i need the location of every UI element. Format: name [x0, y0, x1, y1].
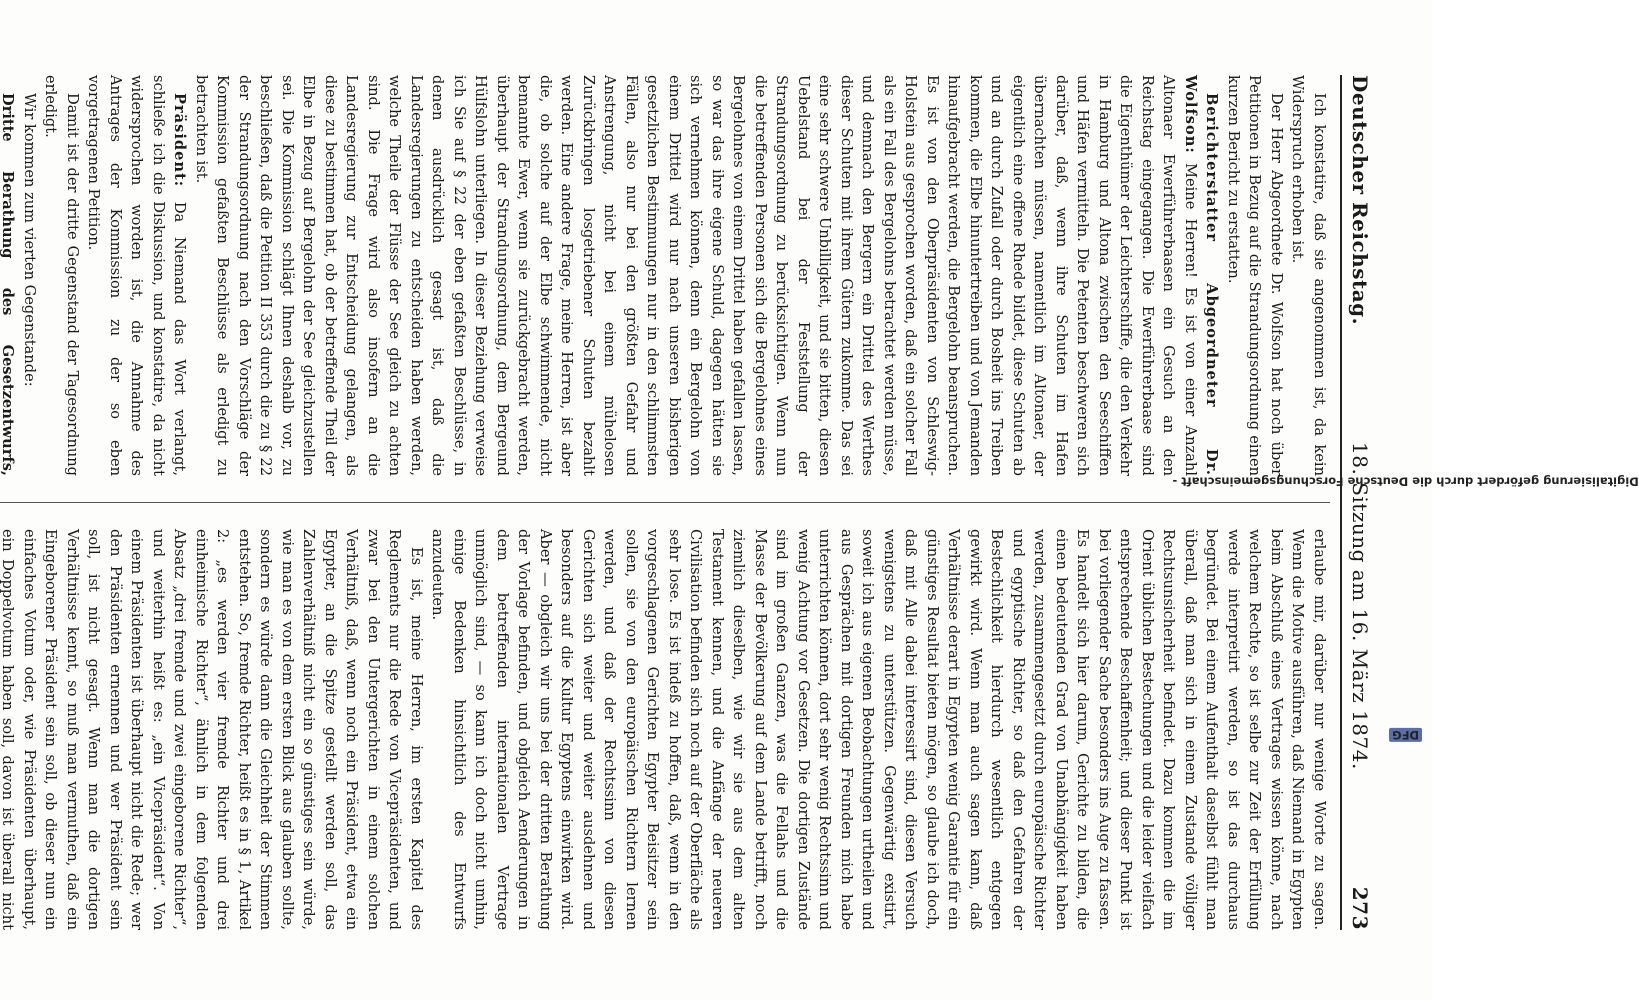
paragraph: Ich konstatire, daß sie angenommen ist, da kein Widerspruch erhoben ist. [1289, 75, 1328, 476]
left-column [0, 75, 1330, 476]
paragraph: Es ist, meine Herren, im ersten Kapitel des Reglements nur die Rede von Vicepräsidenten, und zwar bei den Untergerichten in einem solchen Verhältniß, daß, wenn noch ein Präsident, etwa ein Egypter, an die Spitze gestellt werden soll, das Zahlenverhältniß nicht ein so günstiges sein würde, wie man es von dem ersten Blick aus glauben sollte, sondern es würde dann die Gleichheit der Stimmen entstehen. So, fremde Richter, heißt es in § 1, Artikel 2: „es werden vier fremde Richter und drei einheimische Richter“, ähnlich in dem folgenden Absatz „drei fremde und zwei eingeborene Richter“, und weiterhin heißt es: „ein Vicepräsident“. Von einem Präsidenten ist überhaupt nicht die Rede; wer den Präsidenten ernennen und wer Präsident sein soll, ist nicht gesagt. Wenn man die dortigen Verhältnisse kennt, so muß man vermuthen, daß ein Eingeborener Präsident sein soll, ob dieser nun ein einfaches Votum oder, wie Präsidenten überhaupt, ein Doppelvotum haben soll, davon ist überall nicht [0, 529, 425, 930]
dfg-logo: DFG [1390, 728, 1423, 742]
column-divider [0, 502, 1330, 503]
speaker-name: Berichterstatter Abgeordneter Dr. Wolfson: [1182, 75, 1221, 476]
paragraph: Damit ist der dritte Gegenstand der Tagesordnung erledigt. [42, 75, 81, 476]
speech-text: Da Niemand das Wort verlangt, schließe ich die Diskussion, und konstatire, da nicht widersprochen worden ist, die Annahme des Antrages der Kommission zu der so eben vorgetragenen Petition. [85, 75, 189, 476]
publication-title: Deutscher Reichstag. [1348, 75, 1372, 326]
paragraph: Wir kommen zum vierten Gegenstande: [21, 93, 38, 387]
session-date: 18. Sitzung am 16. März 1874. [1348, 442, 1372, 770]
paragraph [83, 75, 191, 476]
agenda-title: Dritte Berathung des Gesetzentwurfs, [0, 93, 17, 476]
page-number: 273 [1348, 886, 1372, 930]
speaker-name: Präsident: [171, 93, 189, 188]
speech-text: Meine Herren! Es ist von einer Anzahl Altonaer Ewerführerbaasen ein Gesuch an den Reichstag eingegangen. Die Ewerführerbaase sind die Eigenthümer der Leichterschiffe, die den Verkehr in Hamburg und Altona zwischen den Seeschiffen und Häfen vermitteln. Die Petenten beschweren sich darüber, daß, wenn ihre Schuten im Hafen übernachten müssen, namentlich im Altonaer, der eigentlich eine offene Rhede bildet, diese Schuten ab und an durch Zufall oder durch Bosheit ins Treiben kommen, die Elbe hinuntertreiben und von Jemanden hinaufgebracht werden, die Bergelohn beanspruchen. Es ist von den Oberpräsidenten von Schleswig-Holstein aus gesprochen worden, daß ein solcher Fall als ein Fall des Bergelohns betrachtet werden müsse, und demnach den Bergern ein Drittel des Werthes dieser Schuten mit ihrem Gütern zukomme. Das sei eine sehr schwere Unbilligkeit, und sie bitten, diesen Uebelstand bei der Feststellung der Strandungsordnung zu berücksichtigen. Wenn nun die betreffenden Personen sich die Bergelohnes eines Bergelohnes von einem Drittel haben gefallen lassen, so war das ihre eigene Schuld, dagegen hätten sie sich vernehmen können, denn ein Bergelohn von einem Drittel wird nur nach unseren bisherigen gesetzlichen Bestimmungen nur in den schlimmsten Fällen, also nur bei den größten Gefahr und Anstrengung, nicht bei einem mühelosen Zurückbringen losgetriebener Schuten bezahlt werden. Eine andere Frage, meine Herren, ist aber die, ob solche auf der Elbe schwimmende, nicht bemannte Ewer, wenn sie zurückgebracht werden, überhaupt der Strandungsordnung, dem Bergeund Hülfslohn unterliegen. In dieser Beziehung verweise ich Sie auf § 22 der eben gefaßten Beschlüsse, in denen ausdrücklich gesagt ist, daß die Landesregierungen zu entscheiden haben werden, welche Theile der Flüsse der See gleich zu achten sind. Die Frage wird also insofern an die Landesregierung zur Entscheidung gelangen, als diese zu bestimmen hat, ob der betreffende Theil der Elbe in Bezug auf Bergelohn der See gleichzustellen sei. Die Kommission schlägt Ihnen deshalb vor, zu beschließen, daß die Petition II 353 durch die zu § 22 der Strandungsordnung nach den Vorschläge der Kommission gefaßten Beschlüsse als erledigt zu betrachten ist. [193, 75, 1199, 476]
credit-text: Digitalisierung gefördert durch die Deutsche Forschungsgemeinschaft - [1172, 474, 1639, 489]
agenda-item [0, 75, 19, 476]
paragraph [191, 75, 1223, 476]
paragraph: erlaube mir, darüber nur wenige Worte zu sagen. Wenn die Motive ausführen, daß Niemand in Egypten beim Abschluß eines Vertrages wissen könne, nach welchem Rechte, so ist selbe zur Zeit der Erfüllung werde interpretirt werden, so ist das durchaus begründet. Bei einem Aufenthalt daselbst fühlt man überall, daß man sich in einem Zustande völliger Rechtsunsicherheit befindet. Dazu kommen die im Orient üblichen Bestechungen und die leider vielfach entsprechende Beschaffenheit; und dieser Punkt ist bei vorliegender Sache besonders ins Auge zu fassen. Es handelt sich hier darum, Gerichte zu bilden, die einen bedeutenden Grad von Unabhängigkeit haben werden, zusammengesetzt durch europäische Richter und egyptische Richter, so daß den Gefahren der Bestechlichkeit hierdurch wesentlich entgegen gewirkt wird. Wenn man auch sagen kann, daß Verhältnisse derart in Egypten wenig Garantie für ein günstiges Resultat bieten mögen, so glaube ich doch, daß mit Alle dabei interessirt sind, diesen Versuch wenigstens zu unterstützen. Gegenwärtig existirt, soweit ich aus eigenen Beobachtungen urtheilen und aus Gesprächen mit dortigen Freunden mich habe unterrichten können, dort sehr wenig Rechtssinn und wenig Achtung vor Gesetzen. Die dortigen Zustände sind im großen Ganzen, was die Fellahs und die Masse der Bevölkerung auf dem Lande betrifft, noch ziemlich dieselben, wie wir sie aus dem alten Testament kennen, und die Anfänge der neueren Civilisation befinden sich noch auf der Oberfläche als sehr lose. Es ist indeß zu hoffen, daß, wenn in den vorgeschlagenen Gerichten Egypter Beisitzer sein sollen, sie von den europäischen Richtern lernen werden, und daß der Rechtssinn von diesen Gerichten sich weiter und weiter ausdehnen und besonders auf die Kultur Egyptens einwirken wird. Aber — obgleich wir uns bei der dritten Berathung der Vorlage befinden, und obgleich Aenderungen in dem betreffenden internationalen Vertrage unmöglich sind, — so kann ich doch nicht umhin, einige Bedenken hinsichtlich des Entwurfs anzudeuten. [429, 529, 1328, 930]
text-columns [0, 75, 1330, 930]
page-header [1340, 75, 1372, 930]
paragraph: Der Herr Abgeordnete Dr. Wolfson hat noch über Petitionen in Bezug auf die Strandungsordnung einen kurzen Bericht zu erstatten. [1225, 75, 1285, 476]
right-column [0, 529, 1330, 930]
